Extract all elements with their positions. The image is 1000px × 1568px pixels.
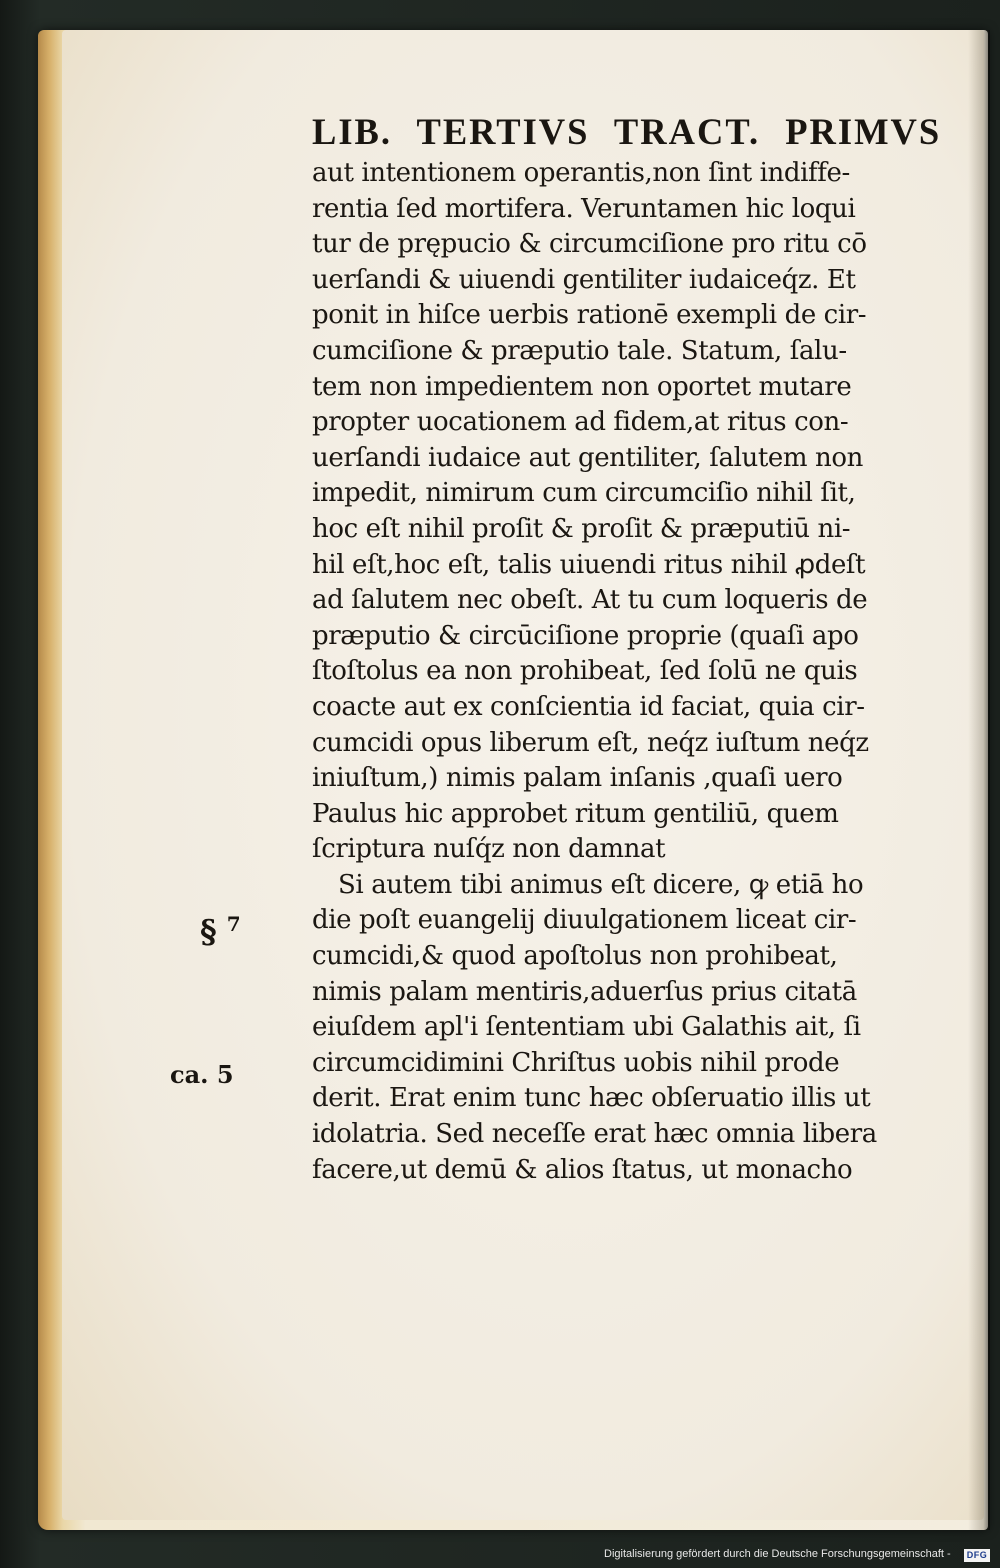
text-line: impedit, nimirum cum circumciſio nihil ſit,	[312, 478, 856, 509]
text-line: præputio & circūciſione proprie (quaſi apo	[312, 620, 859, 651]
page-text-block	[312, 108, 942, 1188]
text-line: coacte aut ex conſcientia id faciat, quia cir-	[312, 691, 865, 722]
text-line: idolatria. Sed neceſſe erat hæc omnia libera	[312, 1119, 877, 1150]
text-line: uerſandi iudaice aut gentiliter, ſalutem non	[312, 442, 863, 473]
text-line: ad ſalutem nec obeſt. At tu cum loqueris de	[312, 585, 868, 616]
text-line: tur de prępucio & circumciſione pro ritu cō	[312, 229, 867, 260]
section-mark: §	[200, 912, 217, 951]
margin-chapter-ref: ca. 5	[170, 1060, 234, 1089]
text-line: tem non impedientem non oportet mutare	[312, 371, 852, 402]
digitization-credit: Digitalisierung gefördert durch die Deutsche Forschungsgemeinschaft -	[604, 1548, 951, 1560]
text-line: iniuſtum,) nimis palam inſanis ,quaſi uero	[312, 763, 843, 794]
text-line: circumcidimini Chriſtus uobis nihil prode	[312, 1047, 840, 1078]
text-line: ſcriptura nuſq́z non damnat	[312, 834, 666, 865]
margin-section-note	[200, 912, 241, 951]
text-line: propter uocationem ad fidem,at ritus con-	[312, 407, 849, 438]
text-line: cumcidi,& quod apoſtolus non prohibeat,	[312, 941, 838, 972]
text-line: cumcidi opus liberum eſt, neq́z iuſtum neq́z	[312, 727, 869, 758]
dfg-logo: DFG	[964, 1549, 990, 1562]
text-line: derit. Erat enim tunc hæc obſeruatio illis ut	[312, 1083, 871, 1114]
text-line: uerſandi & uiuendi gentiliter iudaiceq́z. Et	[312, 264, 856, 295]
running-head: LIB. TERTIVS TRACT. PRIMVS	[312, 111, 942, 152]
text-line: ſtoſtolus ea non prohibeat, ſed ſolū ne quis	[312, 656, 858, 687]
text-line: facere,ut demū & alios ſtatus, ut monacho	[312, 1154, 853, 1185]
body-text	[312, 156, 942, 1188]
text-line: nimis palam mentiris,aduerſus prius citatā	[312, 976, 857, 1007]
text-line: hoc eſt nihil proſit & proſit & præputiū ni-	[312, 513, 851, 544]
text-line: Paulus hic approbet ritum gentiliū, quem	[312, 798, 839, 829]
text-line: hil eſt,hoc eſt, talis uiuendi ritus nihil ꝓdeſt	[312, 549, 866, 580]
section-number: 7	[226, 912, 241, 936]
text-line: cumciſione & præputio tale. Statum, ſalu-	[312, 335, 847, 366]
text-line: aut intentionem operantis,non ſint indiffe-	[312, 158, 850, 188]
text-line: ponit in hiſce uerbis rationē exempli de cir-	[312, 300, 867, 331]
page-gutter-shadow	[968, 30, 990, 1530]
text-line: die poſt euangelij diuulgationem liceat cir-	[312, 905, 857, 936]
text-line: rentia ſed mortifera. Veruntamen hic loqui	[312, 193, 856, 224]
text-line: eiuſdem apl'i ſententiam ubi Galathis ait, ſi	[312, 1012, 861, 1043]
text-line: Si autem tibi animus eſt dicere, ꝙ etiā ho	[338, 869, 864, 900]
